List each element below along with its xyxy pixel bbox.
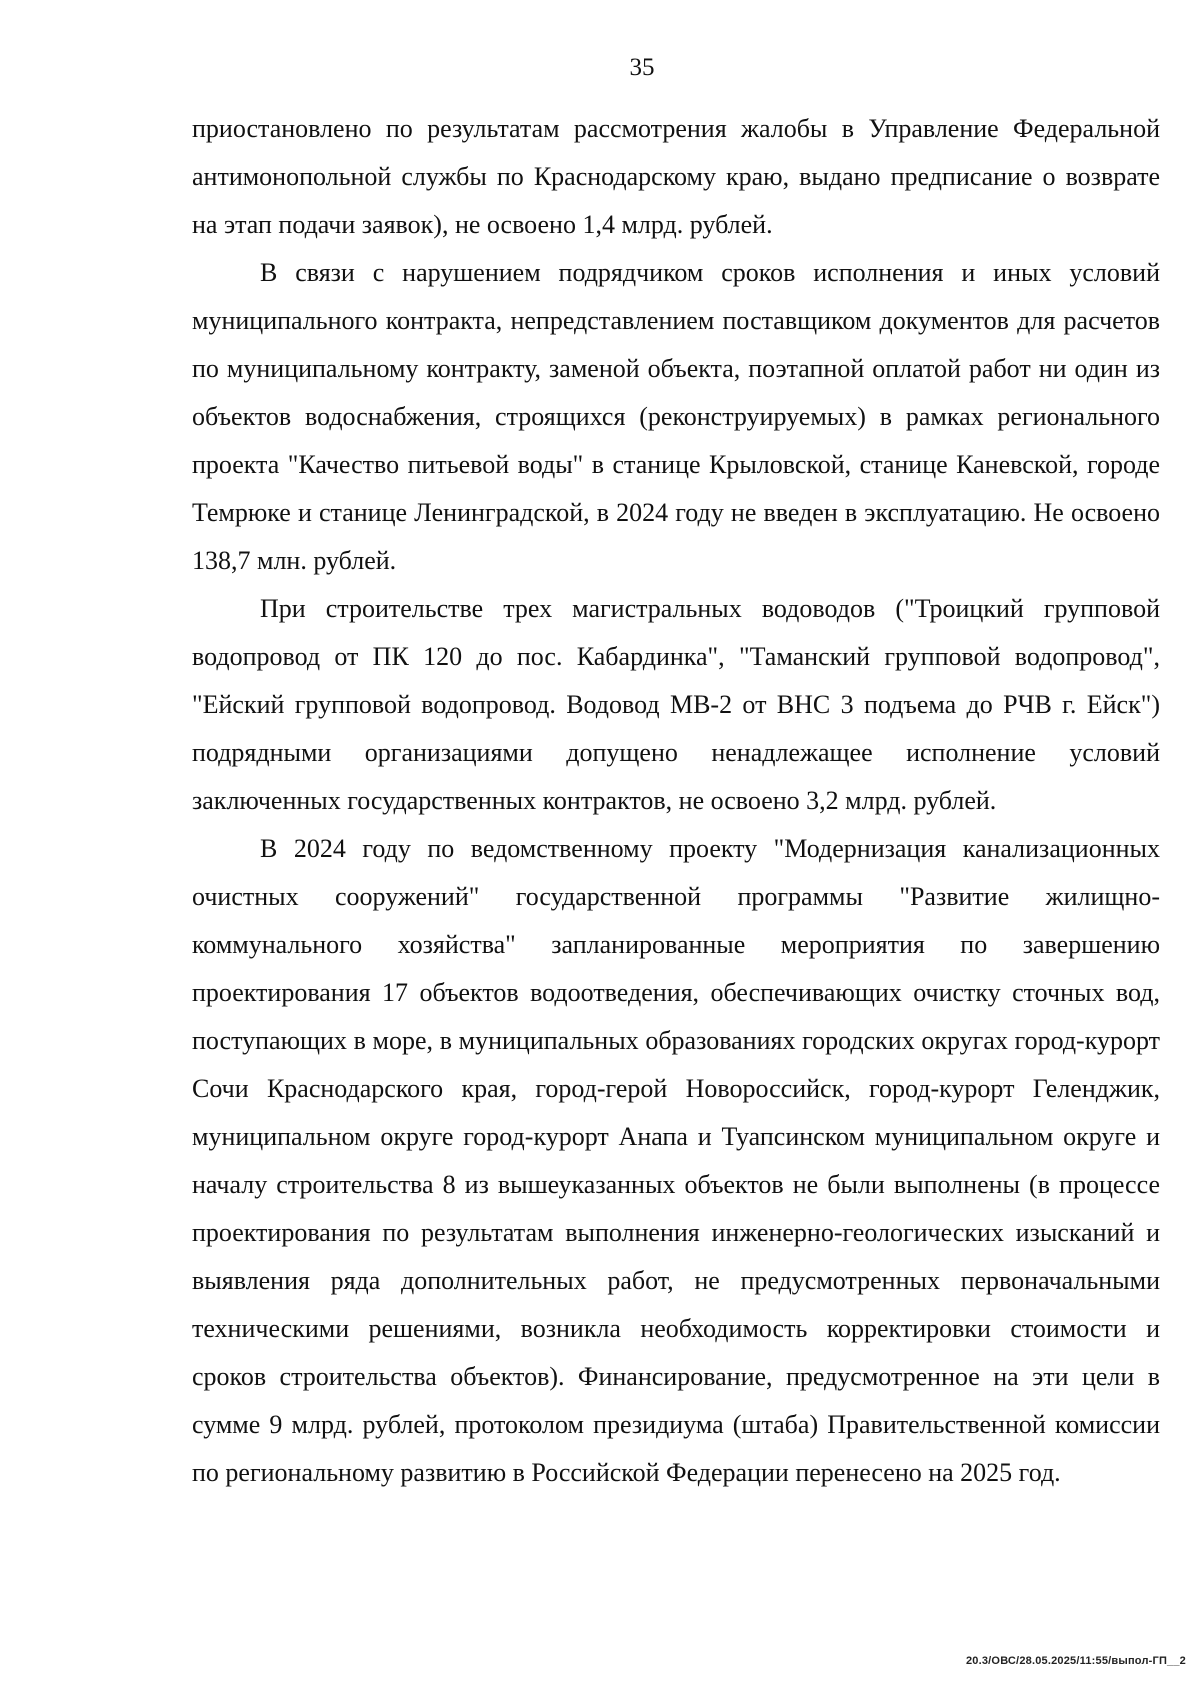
paragraph-water-supply-objects: В связи с нарушением подрядчиком сроков исполнения и иных условий муниципального контракта, непредставлением поставщиком документов для расчетов по муниципальному контракту, заменой объекта, поэтапной оплатой работ ни один из объектов водоснабжения, строящихся (реконструируемых) в рамках регионального проекта "Качество питьевой воды" в станице Крыловской, станице Каневской, городе Темрюке и станице Ленинградской, в 2024 году не введен в эксплуатацию. Не освоено 138,7 млн. рублей. [192, 258, 1160, 575]
paragraph-sewage-treatment: В 2024 году по ведомственному проекту "Модернизация канализационных очистных сооружений" государственной программы "Развитие жилищно-коммунального хозяйства" запланированные мероприятия по завершению проектирования 17 объектов водоотведения, обеспечивающих очистку сточных вод, поступающих в море, в муниципальных образованиях городских округах город-курорт Сочи Краснодарского края, город-герой Новороссийск, город-курорт Геленджик, муниципальном округе город-курорт Анапа и Туапсинском муниципальном округе и началу строительства 8 из вышеуказанных объектов не были выполнены (в процессе проектирования по результатам выполнения инженерно-геологических изысканий и выявления ряда дополнительных работ, не предусмотренных первоначальными техническими решениями, возникла необходимость корректировки стоимости и сроков строительства объектов). Финансирование, предусмотренное на эти цели в сумме 9 млрд. рублей, протоколом президиума (штаба) Правительственной комиссии по региональному развитию в Российской Федерации перенесено на 2025 год. [192, 834, 1160, 1487]
paragraph-water-mains: При строительстве трех магистральных водоводов ("Троицкий групповой водопровод от ПК 120 до пос. Кабардинка", "Таманский групповой водопровод", "Ейский групповой водопровод. Водовод МВ-2 от ВНС 3 подъема до РЧВ г. Ейск") подрядными организациями допущено ненадлежащее исполнение условий заключенных государственных контрактов, не освоено 3,2 млрд. рублей. [192, 594, 1160, 815]
page-number: 35 [629, 54, 655, 81]
document-body [192, 105, 1160, 1497]
paragraph-continuation: приостановлено по результатам рассмотрения жалобы в Управление Федеральной антимонопольной службы по Краснодарскому краю, выдано предписание о возврате на этап подачи заявок), не освоено 1,4 млрд. рублей. [192, 114, 1160, 239]
footer-document-code: 20.3/ОВС/28.05.2025/11:55/выпол-ГП__2 [965, 1655, 1186, 1667]
